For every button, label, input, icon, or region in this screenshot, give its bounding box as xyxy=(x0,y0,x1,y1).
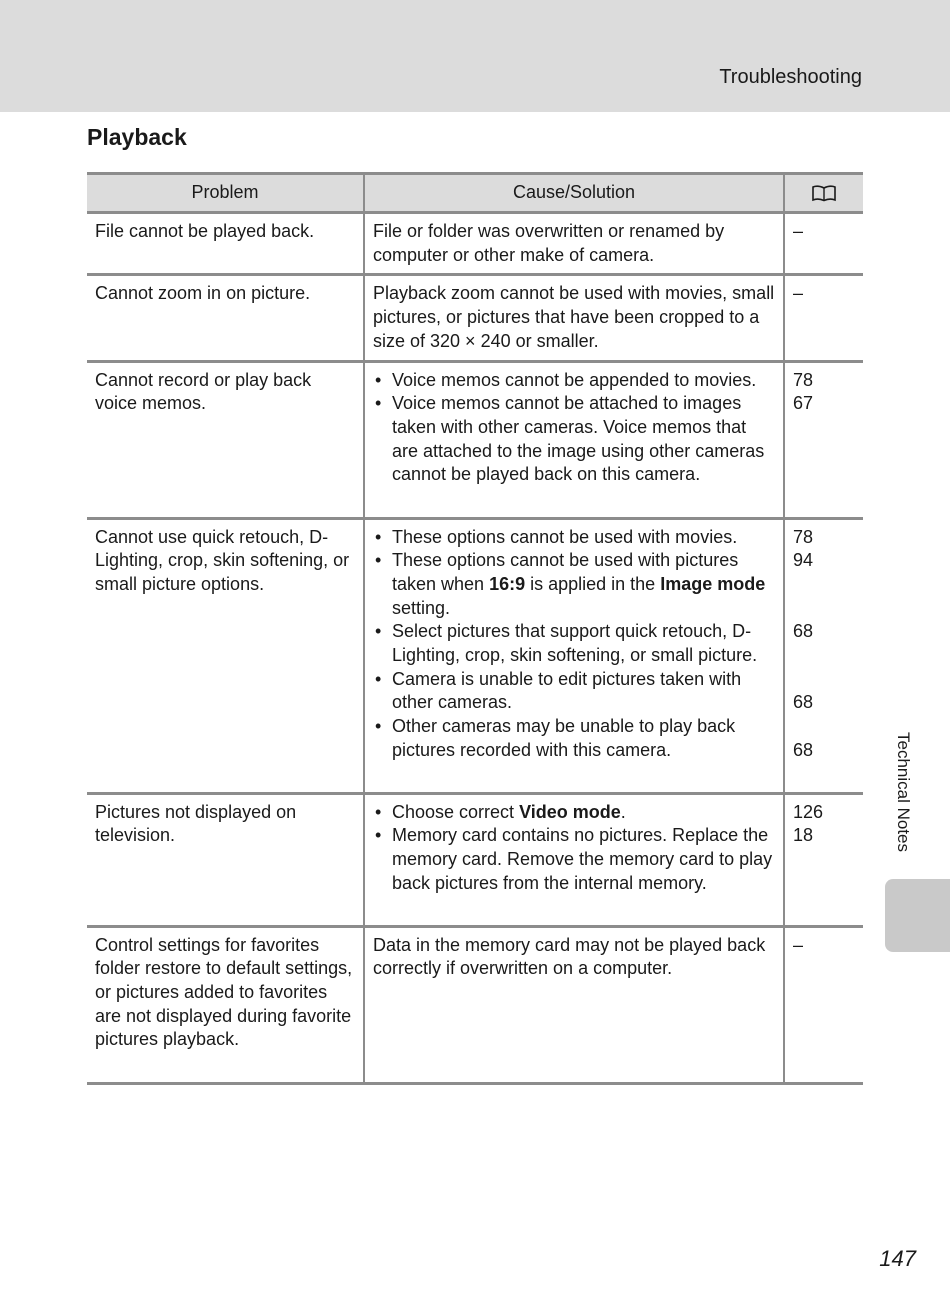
solution-item: • Memory card contains no pictures. Replace the memory card. Remove the memory card to play back pictures from the internal memory. xyxy=(373,824,775,895)
reference-cell: – xyxy=(784,213,863,275)
table-row xyxy=(87,275,863,361)
solution-item: • Select pictures that support quick retouch, D-Lighting, crop, skin softening, or small picture. xyxy=(373,620,775,667)
header-band xyxy=(0,0,950,112)
table-row xyxy=(87,361,863,518)
page-reference: 78 xyxy=(793,526,814,547)
page-reference: 18 xyxy=(793,825,814,846)
solution-item: • Voice memos cannot be attached to images taken with other cameras. Voice memos that are attached to the image using other cameras cannot be played back on this camera. xyxy=(373,392,775,487)
page-title: Playback xyxy=(87,124,187,150)
solution-cell xyxy=(364,793,784,926)
reference-cell xyxy=(784,518,863,793)
solution-list xyxy=(373,369,775,488)
column-header-reference xyxy=(784,174,863,213)
problem-cell: Cannot record or play back voice memos. xyxy=(87,361,364,518)
page-reference: 68 xyxy=(793,739,814,760)
solution-list xyxy=(373,801,775,896)
problem-cell: Control settings for favorites folder restore to default settings, or pictures added to favorites are not displayed during favorite pictures playback. xyxy=(87,926,364,1083)
solution-cell: Data in the memory card may not be played back correctly if overwritten on a computer. xyxy=(364,926,784,1083)
problem-cell: Cannot use quick retouch, D-Lighting, crop, skin softening, or small picture options. xyxy=(87,518,364,793)
troubleshooting-table xyxy=(87,172,863,1085)
solution-item: • Voice memos cannot be appended to movies. xyxy=(373,369,775,393)
solution-item: • Camera is unable to edit pictures taken with other cameras. xyxy=(373,668,775,715)
table-row xyxy=(87,518,863,793)
solution-cell: Playback zoom cannot be used with movies, small pictures, or pictures that have been cropped to a size of 320 × 240 or smaller. xyxy=(364,275,784,361)
page-reference: 68 xyxy=(793,621,814,642)
problem-cell: Cannot zoom in on picture. xyxy=(87,275,364,361)
side-tab-label: Technical Notes xyxy=(894,732,913,853)
page-reference: 126 xyxy=(793,801,824,822)
problem-cell: File cannot be played back. xyxy=(87,213,364,275)
reference-cell: – xyxy=(784,275,863,361)
solution-item: • Choose correct Video mode. xyxy=(373,801,775,825)
table-header-row xyxy=(87,174,863,213)
solution-item: • Other cameras may be unable to play back pictures recorded with this camera. xyxy=(373,715,775,762)
reference-cell xyxy=(784,361,863,518)
solution-cell: File or folder was overwritten or renamed by computer or other make of camera. xyxy=(364,213,784,275)
problem-cell: Pictures not displayed on television. xyxy=(87,793,364,926)
solution-cell xyxy=(364,361,784,518)
solution-list xyxy=(373,526,775,763)
table-row xyxy=(87,213,863,275)
section-header: Troubleshooting xyxy=(719,66,862,88)
column-header-cause-solution: Cause/Solution xyxy=(364,174,784,213)
side-tab-marker xyxy=(885,879,950,952)
reference-cell xyxy=(784,793,863,926)
page-number: 147 xyxy=(879,1246,916,1271)
reference-cell: – xyxy=(784,926,863,1083)
table-row xyxy=(87,793,863,926)
page-reference: 78 xyxy=(793,369,814,390)
page-reference: 67 xyxy=(793,393,814,414)
book-icon xyxy=(811,184,837,202)
page-reference: 94 xyxy=(793,550,814,571)
solution-item: • These options cannot be used with pictures taken when 16:9 is applied in the Image mode setting. xyxy=(373,549,775,620)
page-reference: 68 xyxy=(793,692,814,713)
column-header-problem: Problem xyxy=(87,174,364,213)
solution-item: • These options cannot be used with movies. xyxy=(373,526,775,550)
solution-cell xyxy=(364,518,784,793)
table-row xyxy=(87,926,863,1083)
